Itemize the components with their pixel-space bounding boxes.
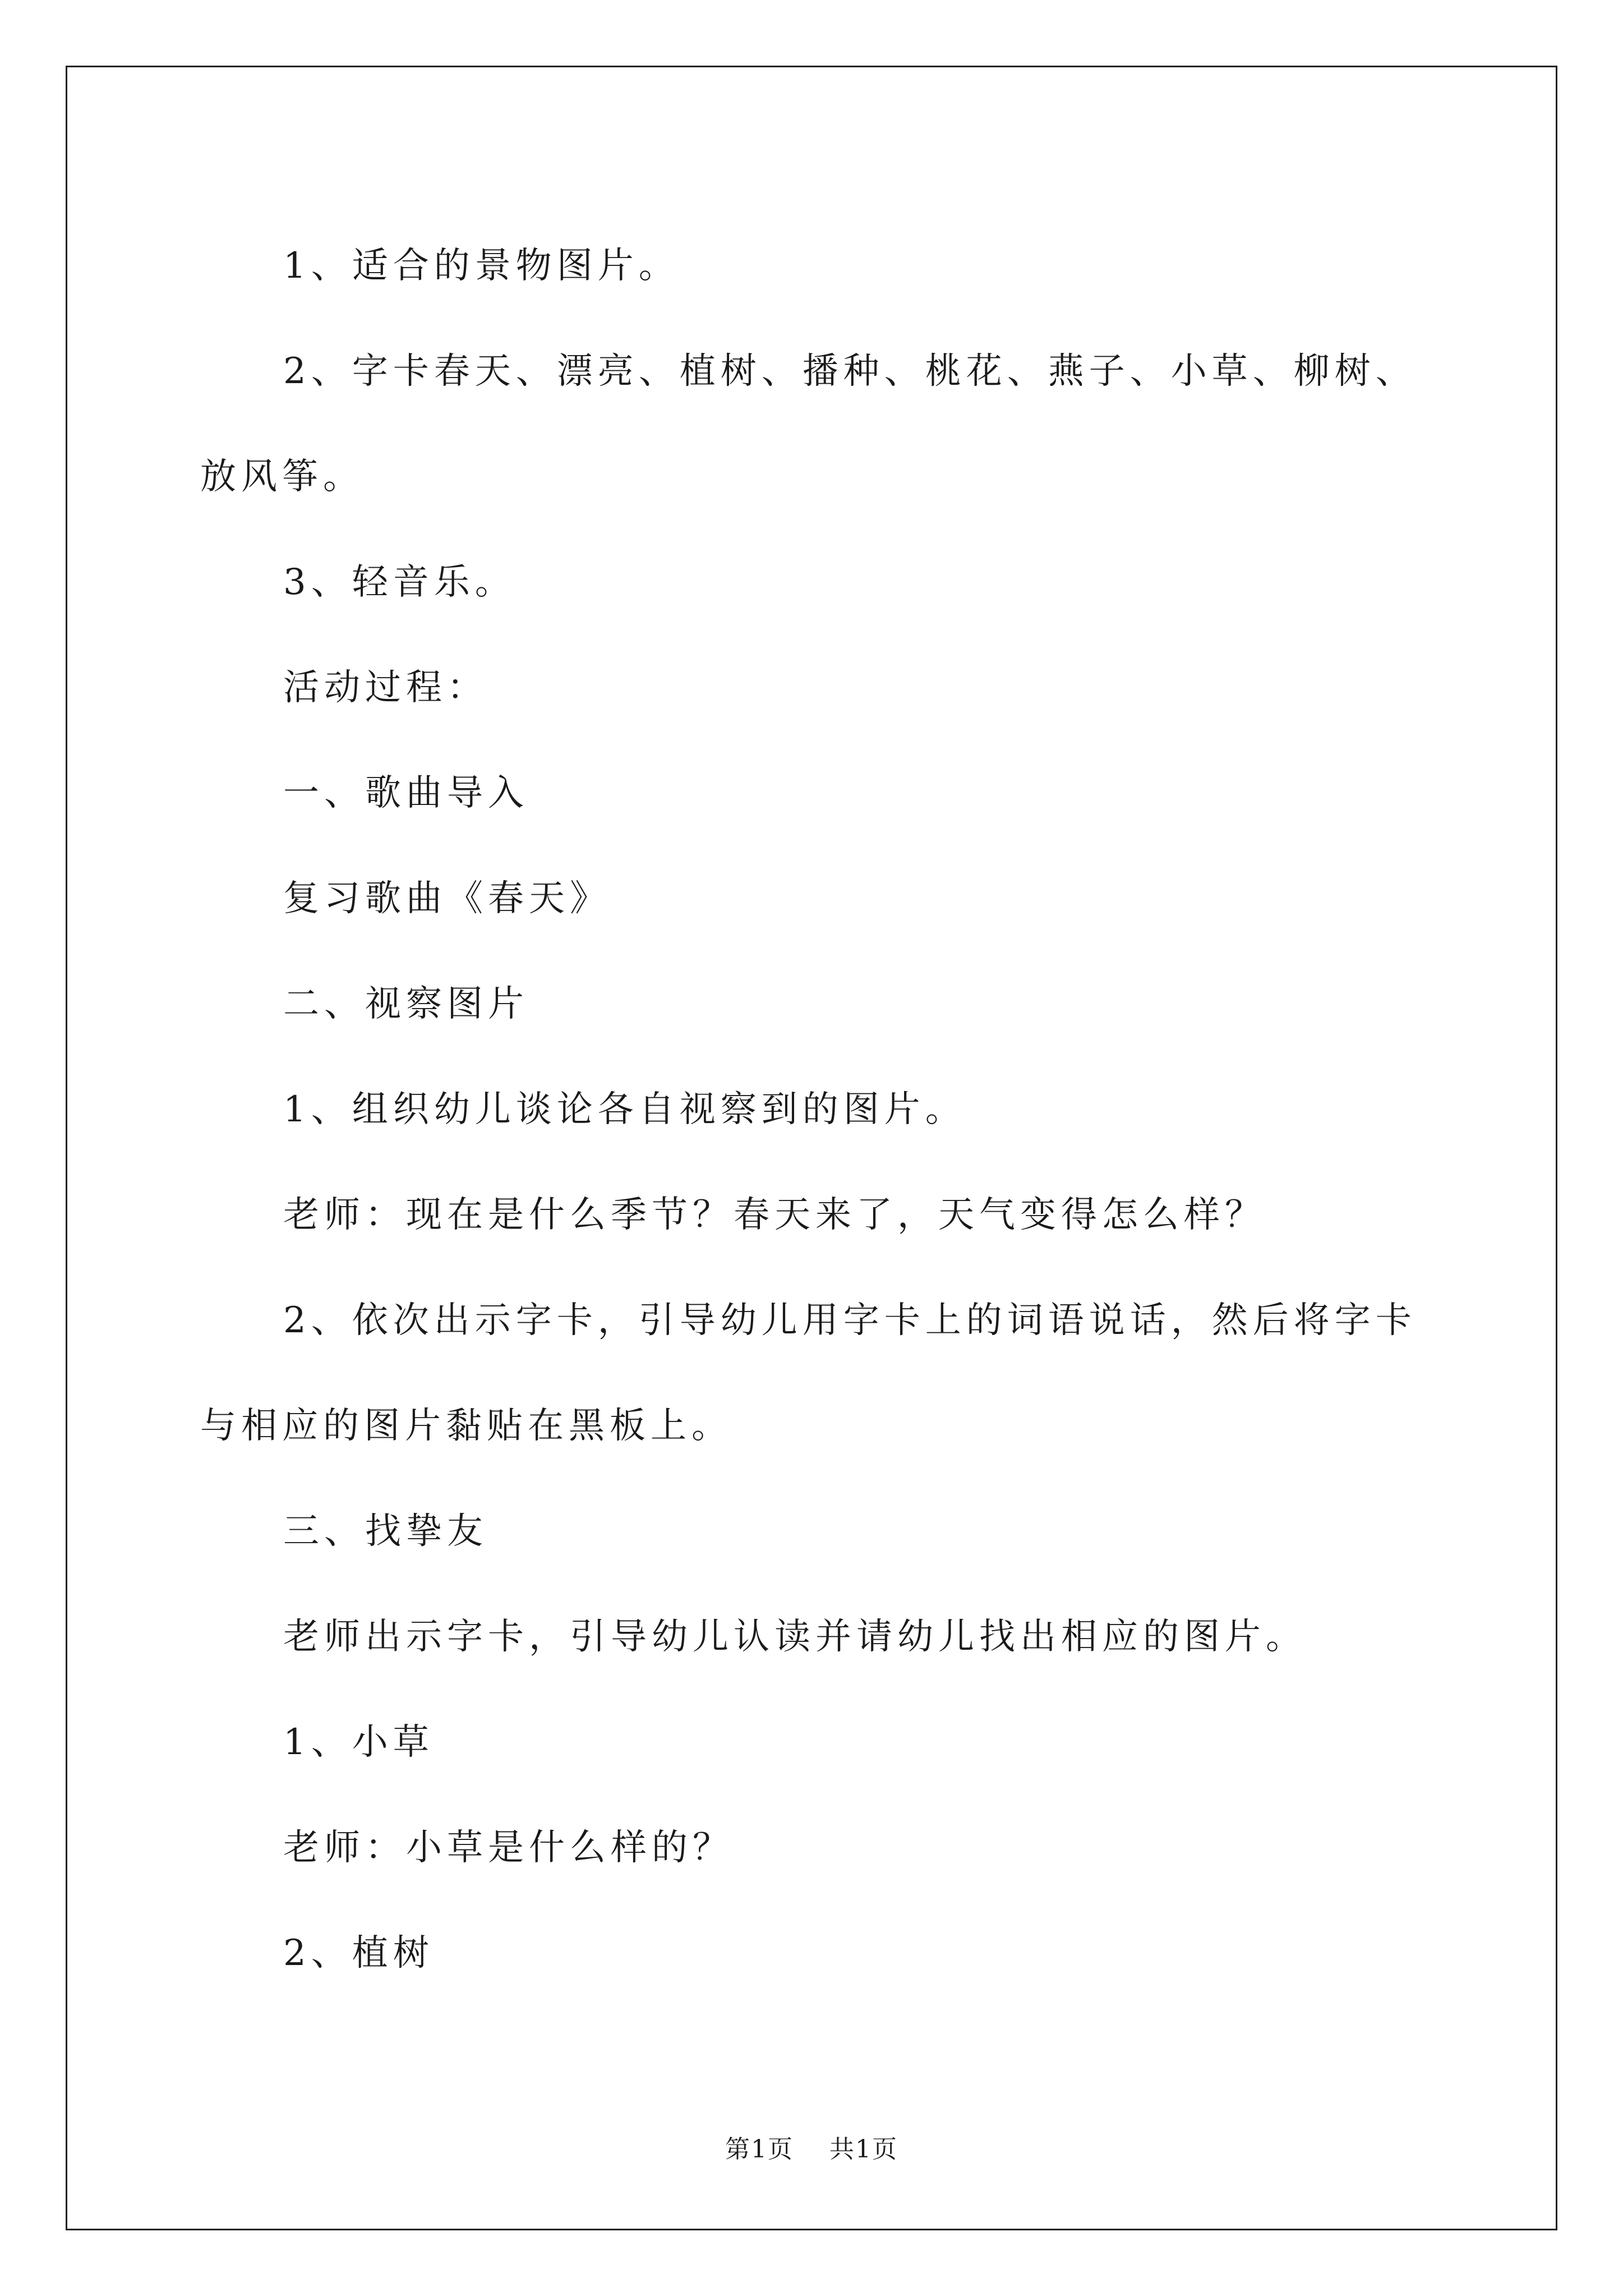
paragraph-11: 三、找挚友: [283, 1511, 488, 1552]
paragraph-6: 复习歌曲《春天》: [283, 878, 611, 919]
paragraph-1: 1、适合的景物图片。: [283, 245, 680, 287]
page-total: 共1页: [829, 2135, 898, 2164]
page-number: 第1页: [725, 2135, 794, 2164]
paragraph-8: 1、组织幼儿谈论各自视察到的图片。: [283, 1089, 966, 1130]
paragraph-9: 老师：现在是什么季节？春天来了，天气变得怎么样？: [283, 1194, 1266, 1236]
document-body: [200, 213, 1426, 2006]
paragraph-4: 活动过程：: [283, 667, 488, 708]
paragraph-2: 2、字卡春天、漂亮、植树、播种、桃花、燕子、小草、柳树、放风筝。: [200, 351, 1417, 498]
paragraph-10: 2、依次出示字卡，引导幼儿用字卡上的词语说话，然后将字卡与相应的图片黏贴在黑板上。: [200, 1300, 1417, 1447]
footer-gap: [794, 2135, 829, 2164]
paragraph-12: 老师出示字卡，引导幼儿认读并请幼儿找出相应的图片。: [283, 1616, 1307, 1658]
paragraph-13: 1、小草: [283, 1722, 434, 1763]
paragraph-14: 老师：小草是什么样的？: [283, 1827, 734, 1869]
paragraph-3: 3、轻音乐。: [283, 562, 516, 603]
paragraph-15: 2、植树: [283, 1932, 434, 1974]
paragraph-5: 一、歌曲导入: [283, 772, 529, 814]
paragraph-7: 二、视察图片: [283, 983, 529, 1025]
page-footer: [0, 2133, 1623, 2166]
